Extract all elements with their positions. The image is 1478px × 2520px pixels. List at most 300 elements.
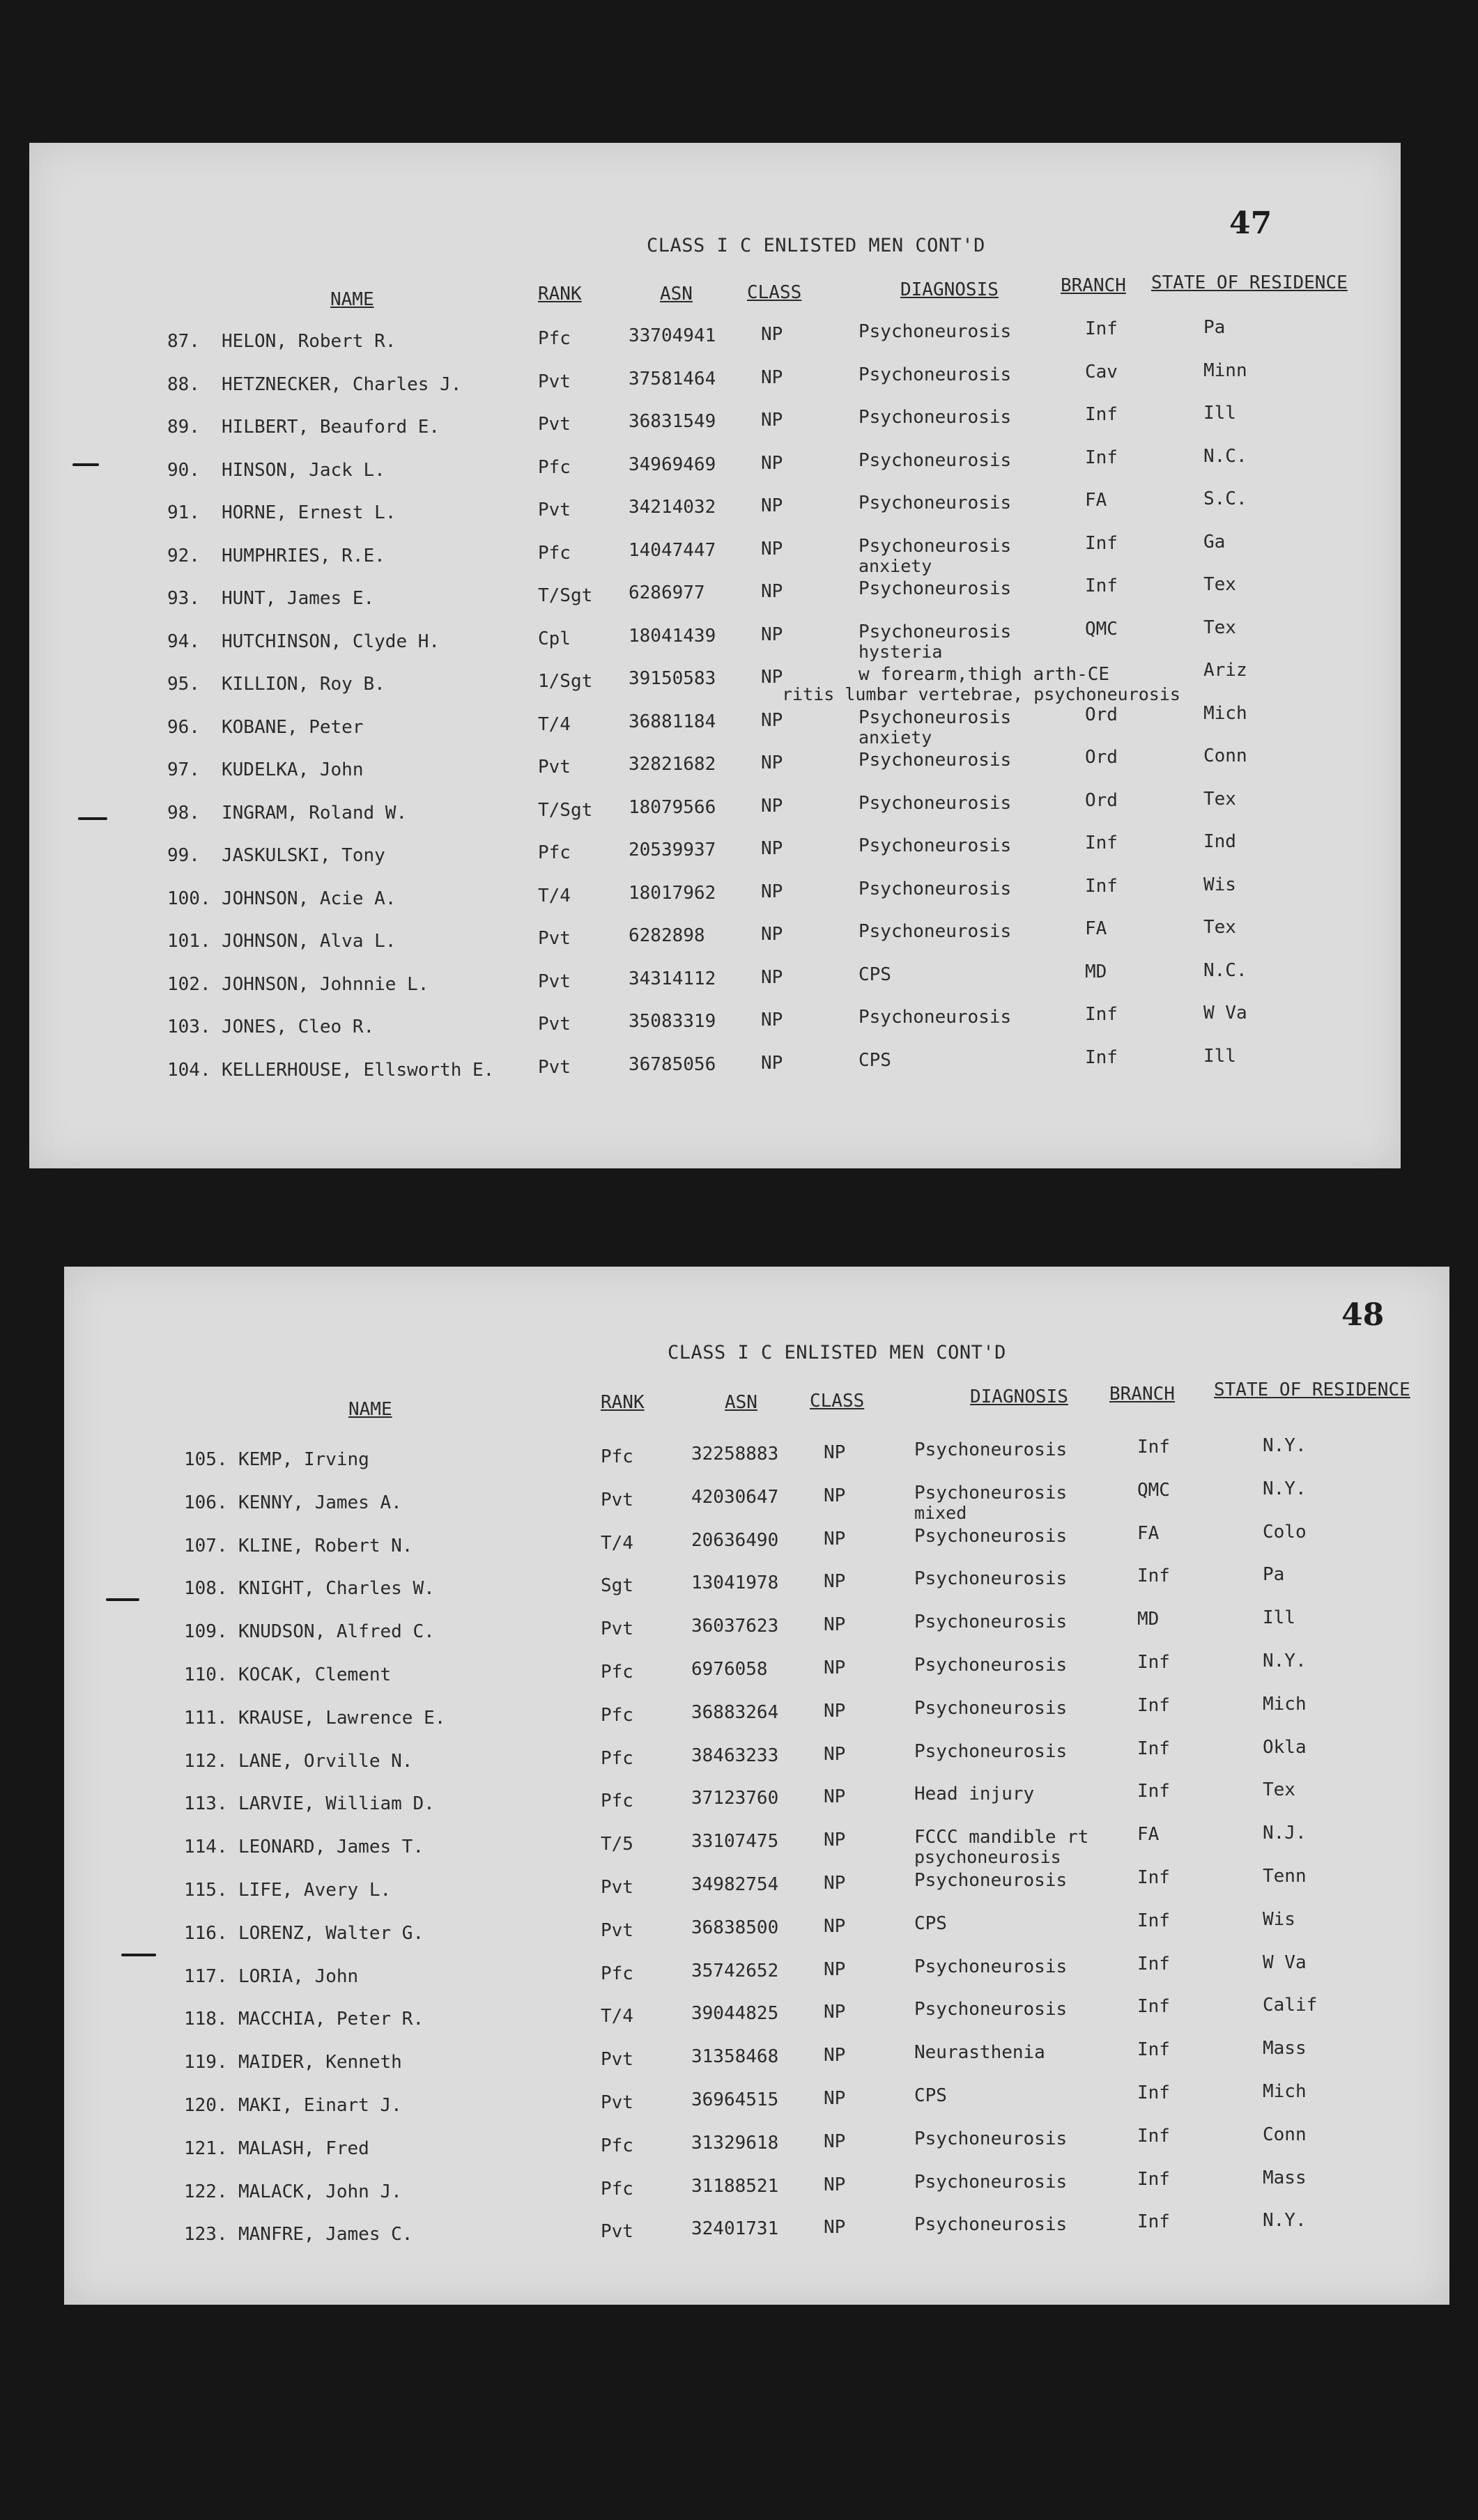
soldier-name: JONES, Cleo R. xyxy=(222,1016,375,1037)
rank-cell: Pvt xyxy=(538,414,571,435)
branch-cell: Inf xyxy=(1137,2125,1170,2147)
diagnosis-cell: Psychoneurosis xyxy=(914,1525,1068,1547)
state-cell: Mich xyxy=(1263,2081,1307,2102)
class-cell: NP xyxy=(824,1528,846,1549)
state-cell: Conn xyxy=(1203,745,1247,766)
row-number: 121. xyxy=(184,2138,228,2159)
row-number: 96. xyxy=(167,716,200,738)
soldier-name: KNIGHT, Charles W. xyxy=(238,1578,435,1600)
diagnosis-cell: Psychoneurosis xyxy=(914,1655,1068,1676)
asn-cell: 31329618 xyxy=(691,2132,779,2154)
branch-cell: Inf xyxy=(1137,1437,1170,1458)
asn-cell: 33107475 xyxy=(691,1831,779,1853)
diagnosis-cell: CPS xyxy=(859,964,891,985)
branch-cell: Inf xyxy=(1137,1694,1170,1716)
branch-cell: QMC xyxy=(1137,1479,1170,1501)
soldier-name: HILBERT, Beauford E. xyxy=(222,417,440,438)
sheet-title: CLASS I C ENLISTED MEN CONT'D xyxy=(668,1342,1006,1363)
class-cell: NP xyxy=(761,1052,783,1074)
soldier-name: KUDELKA, John xyxy=(222,759,364,780)
diagnosis-detail: anxiety xyxy=(859,555,932,576)
branch-cell: FA xyxy=(1137,1824,1160,1846)
class-cell: NP xyxy=(824,1786,846,1808)
row-number: 106. xyxy=(184,1492,228,1513)
asn-cell: 36881184 xyxy=(629,711,716,732)
row-number: 93. xyxy=(167,588,200,609)
branch-cell: MD xyxy=(1085,961,1107,982)
branch-cell: Ord xyxy=(1085,747,1118,768)
soldier-name: KNUDSON, Alfred C. xyxy=(238,1621,435,1643)
rank-cell: T/Sgt xyxy=(538,585,593,606)
class-cell: NP xyxy=(824,1873,846,1894)
branch-cell: FA xyxy=(1085,918,1107,939)
rank-cell: Pfc xyxy=(538,542,571,564)
rank-cell: Pfc xyxy=(601,1446,633,1467)
state-cell: Colo xyxy=(1263,1521,1307,1543)
class-cell: NP xyxy=(761,452,783,474)
margin-mark xyxy=(72,463,99,466)
rank-cell: Pvt xyxy=(538,1014,571,1035)
row-number: 92. xyxy=(167,545,200,566)
diagnosis-cell: Psychoneurosis xyxy=(914,2171,1068,2193)
state-cell: Conn xyxy=(1263,2124,1307,2145)
rank-cell: Pfc xyxy=(538,328,571,349)
rank-cell: 1/Sgt xyxy=(538,671,593,692)
state-cell: Ill xyxy=(1203,403,1236,424)
state-cell: Wis xyxy=(1263,1908,1295,1930)
rank-cell: Pvt xyxy=(601,2049,633,2071)
state-cell: Tenn xyxy=(1263,1866,1307,1887)
row-number: 120. xyxy=(184,2095,228,2116)
soldier-name: LANE, Orville N. xyxy=(238,1750,413,1772)
class-cell: NP xyxy=(824,2174,846,2195)
class-cell: NP xyxy=(761,538,783,559)
branch-cell: Inf xyxy=(1137,2211,1170,2233)
asn-cell: 33704941 xyxy=(629,325,716,346)
row-number: 103. xyxy=(167,1016,211,1037)
state-cell: Tex xyxy=(1203,617,1236,638)
diagnosis-cell: Psychoneurosis xyxy=(859,1007,1012,1028)
header-rank: RANK xyxy=(601,1392,645,1413)
state-cell: Tex xyxy=(1263,1779,1295,1801)
diagnosis-cell: Psychoneurosis xyxy=(914,1611,1068,1633)
asn-cell: 14047447 xyxy=(629,539,716,561)
asn-cell: 6976058 xyxy=(691,1659,768,1680)
margin-mark xyxy=(78,817,107,820)
header-diagnosis: DIAGNOSIS xyxy=(970,1386,1068,1407)
asn-cell: 36838500 xyxy=(691,1917,779,1938)
asn-cell: 37581464 xyxy=(629,368,716,389)
state-cell: Mich xyxy=(1203,702,1247,724)
header-name: NAME xyxy=(348,1399,392,1420)
diagnosis-cell: Psychoneurosis xyxy=(914,1956,1068,1977)
rank-cell: Pfc xyxy=(601,1791,633,1812)
soldier-name: INGRAM, Roland W. xyxy=(222,802,408,824)
class-cell: NP xyxy=(824,1614,846,1636)
rank-cell: Sgt xyxy=(601,1575,633,1597)
row-number: 116. xyxy=(184,1922,228,1944)
rank-cell: T/4 xyxy=(538,885,571,906)
diagnosis-cell: w forearm,thigh arth-CE xyxy=(859,664,1110,685)
state-cell: N.C. xyxy=(1203,445,1247,467)
asn-cell: 13041978 xyxy=(691,1572,779,1594)
class-cell: NP xyxy=(761,966,783,988)
asn-cell: 31358468 xyxy=(691,2046,779,2068)
row-number: 95. xyxy=(167,674,200,695)
soldier-name: MALASH, Fred xyxy=(238,2138,369,2159)
state-cell: Minn xyxy=(1203,360,1247,381)
state-cell: Mich xyxy=(1263,1693,1307,1715)
state-cell: S.C. xyxy=(1203,488,1247,509)
branch-cell: Inf xyxy=(1137,1910,1170,1931)
row-number: 99. xyxy=(167,845,200,866)
branch-cell: Inf xyxy=(1085,404,1118,425)
branch-cell: Inf xyxy=(1085,447,1118,468)
row-number: 107. xyxy=(184,1535,228,1556)
row-number: 115. xyxy=(184,1880,228,1901)
state-cell: Tex xyxy=(1203,574,1236,595)
soldier-name: KILLION, Roy B. xyxy=(222,674,385,695)
asn-cell: 35083319 xyxy=(629,1011,716,1032)
row-number: 109. xyxy=(184,1621,228,1643)
header-branch: BRANCH xyxy=(1109,1384,1175,1405)
class-cell: NP xyxy=(824,1915,846,1937)
branch-cell: FA xyxy=(1137,1522,1160,1544)
asn-cell: 36785056 xyxy=(629,1053,716,1075)
row-number: 102. xyxy=(167,973,211,995)
class-cell: NP xyxy=(824,1958,846,1980)
diagnosis-cell: Psychoneurosis xyxy=(914,2214,1068,2236)
rank-cell: Pvt xyxy=(601,1919,633,1941)
page-number: 47 xyxy=(1229,206,1272,241)
diagnosis-cell: FCCC mandible rt xyxy=(914,1827,1089,1848)
row-number: 112. xyxy=(184,1750,228,1772)
class-cell: NP xyxy=(824,2002,846,2023)
rank-cell: Pvt xyxy=(538,1056,571,1078)
soldier-name: JASKULSKI, Tony xyxy=(222,845,385,866)
branch-cell: Inf xyxy=(1137,1781,1170,1802)
branch-cell: Inf xyxy=(1085,1004,1118,1025)
diagnosis-cell: Head injury xyxy=(914,1784,1035,1805)
header-name: NAME xyxy=(330,289,374,310)
soldier-name: MAKI, Einart J. xyxy=(238,2095,402,2116)
diagnosis-cell: Psychoneurosis xyxy=(859,878,1012,899)
asn-cell: 36883264 xyxy=(691,1701,779,1723)
asn-cell: 6286977 xyxy=(629,582,705,603)
asn-cell: 34969469 xyxy=(629,454,716,475)
header-diagnosis: DIAGNOSIS xyxy=(900,279,999,300)
rank-cell: Pfc xyxy=(538,456,571,478)
rank-cell: Pvt xyxy=(601,2092,633,2113)
diagnosis-cell: Psychoneurosis xyxy=(914,1482,1068,1504)
class-cell: NP xyxy=(761,667,783,688)
diagnosis-detail: anxiety xyxy=(859,727,932,748)
class-cell: NP xyxy=(824,2217,846,2239)
branch-cell: Ord xyxy=(1085,704,1118,725)
soldier-name: MACCHIA, Peter R. xyxy=(238,2009,424,2030)
header-asn: ASN xyxy=(725,1392,757,1413)
state-cell: N.J. xyxy=(1263,1823,1307,1844)
row-number: 87. xyxy=(167,331,200,352)
rank-cell: Pfc xyxy=(601,1747,633,1769)
state-cell: Tex xyxy=(1203,917,1236,938)
asn-cell: 31188521 xyxy=(691,2175,779,2197)
class-cell: NP xyxy=(761,410,783,431)
class-cell: NP xyxy=(761,624,783,645)
branch-cell: Inf xyxy=(1085,575,1118,596)
class-cell: NP xyxy=(761,838,783,859)
branch-cell: FA xyxy=(1085,490,1107,511)
row-number: 91. xyxy=(167,502,200,523)
rank-cell: Pvt xyxy=(601,1618,633,1640)
class-cell: NP xyxy=(824,1743,846,1765)
soldier-name: HORNE, Ernest L. xyxy=(222,502,397,523)
diagnosis-cell: Psychoneurosis xyxy=(859,621,1012,642)
asn-cell: 39150583 xyxy=(629,668,716,689)
row-number: 98. xyxy=(167,802,200,824)
branch-cell: Inf xyxy=(1137,1566,1170,1587)
state-cell: Calif xyxy=(1263,1995,1318,2016)
diagnosis-cell: Psychoneurosis xyxy=(914,2128,1068,2149)
diagnosis-cell: CPS xyxy=(914,2085,947,2106)
asn-cell: 34214032 xyxy=(629,497,716,518)
class-cell: NP xyxy=(824,1485,846,1506)
branch-cell: Cav xyxy=(1085,361,1118,382)
state-cell: N.Y. xyxy=(1263,1435,1307,1456)
row-number: 114. xyxy=(184,1837,228,1858)
diagnosis-cell: Psychoneurosis xyxy=(914,1697,1068,1719)
soldier-name: HUTCHINSON, Clyde H. xyxy=(222,631,440,652)
state-cell: Ind xyxy=(1203,831,1236,852)
rank-cell: Pvt xyxy=(601,2221,633,2243)
class-cell: NP xyxy=(761,324,783,345)
row-number: 122. xyxy=(184,2181,228,2202)
soldier-name: HINSON, Jack L. xyxy=(222,459,385,481)
soldier-name: LEONARD, James T. xyxy=(238,1837,424,1858)
header-rank: RANK xyxy=(538,284,582,304)
asn-cell: 32258883 xyxy=(691,1444,779,1464)
branch-cell: Inf xyxy=(1085,1046,1118,1068)
class-cell: NP xyxy=(761,881,783,902)
branch-cell: Inf xyxy=(1137,2168,1170,2190)
class-cell: NP xyxy=(761,924,783,945)
branch-cell: Inf xyxy=(1137,1652,1170,1673)
asn-cell: 18041439 xyxy=(629,625,716,647)
soldier-name: JOHNSON, Acie A. xyxy=(222,888,397,909)
row-number: 123. xyxy=(184,2224,228,2245)
asn-cell: 36964515 xyxy=(691,2089,779,2110)
asn-cell: 18017962 xyxy=(629,882,716,904)
soldier-name: KOCAK, Clement xyxy=(238,1664,392,1685)
rank-cell: Pvt xyxy=(538,928,571,949)
diagnosis-cell: Psychoneurosis xyxy=(859,706,1012,728)
rank-cell: Pfc xyxy=(601,1704,633,1726)
diagnosis-detail: ritis lumbar vertebrae, psychoneurosis xyxy=(782,684,1180,704)
branch-cell: Inf xyxy=(1137,1996,1170,2018)
asn-cell: 39044825 xyxy=(691,2003,779,2025)
diagnosis-cell: Psychoneurosis xyxy=(914,1568,1068,1590)
rank-cell: T/4 xyxy=(601,2006,633,2027)
state-cell: Okla xyxy=(1263,1736,1307,1758)
state-cell: Pa xyxy=(1263,1564,1285,1586)
soldier-name: KEMP, Irving xyxy=(238,1449,369,1470)
soldier-name: KOBANE, Peter xyxy=(222,716,364,738)
asn-cell: 42030647 xyxy=(691,1486,779,1508)
margin-mark xyxy=(121,1954,156,1956)
state-cell: W Va xyxy=(1263,1951,1307,1973)
soldier-name: LORIA, John xyxy=(238,1965,359,1987)
roster-sheet-48 xyxy=(64,1267,1449,2305)
diagnosis-cell: Psychoneurosis xyxy=(914,1870,1068,1891)
class-cell: NP xyxy=(761,1010,783,1030)
diagnosis-cell: Psychoneurosis xyxy=(859,321,1012,342)
row-number: 88. xyxy=(167,373,200,395)
state-cell: Pa xyxy=(1203,317,1226,338)
branch-cell: Inf xyxy=(1137,1953,1170,1974)
soldier-name: KRAUSE, Lawrence E. xyxy=(238,1707,446,1729)
header-branch: BRANCH xyxy=(1061,275,1126,296)
state-cell: Ga xyxy=(1203,531,1226,552)
asn-cell: 20636490 xyxy=(691,1529,779,1551)
rank-cell: T/4 xyxy=(601,1532,633,1554)
soldier-name: LIFE, Avery L. xyxy=(238,1880,392,1901)
asn-cell: 32401731 xyxy=(691,2218,779,2240)
asn-cell: 36831549 xyxy=(629,411,716,432)
state-cell: Ill xyxy=(1203,1045,1236,1067)
row-number: 108. xyxy=(184,1578,228,1600)
rank-cell: Cpl xyxy=(538,628,571,649)
diagnosis-cell: Psychoneurosis xyxy=(859,792,1012,814)
soldier-name: HELON, Robert R. xyxy=(222,331,397,352)
header-asn: ASN xyxy=(660,284,693,304)
soldier-name: HUMPHRIES, R.E. xyxy=(222,545,385,566)
rank-cell: Pvt xyxy=(601,1877,633,1898)
diagnosis-cell: Psychoneurosis xyxy=(859,535,1012,557)
diagnosis-cell: Neurasthenia xyxy=(914,2042,1045,2064)
state-cell: Ill xyxy=(1263,1607,1295,1629)
diagnosis-cell: Psychoneurosis xyxy=(859,493,1012,513)
row-number: 113. xyxy=(184,1793,228,1815)
row-number: 100. xyxy=(167,888,211,909)
diagnosis-cell: CPS xyxy=(859,1049,891,1071)
asn-cell: 20539937 xyxy=(629,840,716,860)
state-cell: Ariz xyxy=(1203,660,1247,681)
rank-cell: Pvt xyxy=(538,971,571,992)
diagnosis-cell: CPS xyxy=(914,1912,947,1934)
row-number: 101. xyxy=(167,931,211,952)
row-number: 110. xyxy=(184,1664,228,1685)
sheet-title: CLASS I C ENLISTED MEN CONT'D xyxy=(647,235,985,256)
state-cell: Wis xyxy=(1203,874,1236,895)
state-cell: N.C. xyxy=(1203,959,1247,981)
row-number: 94. xyxy=(167,631,200,652)
diagnosis-cell: Psychoneurosis xyxy=(914,1439,1068,1460)
soldier-name: KELLERHOUSE, Ellsworth E. xyxy=(222,1059,495,1081)
row-number: 105. xyxy=(184,1449,228,1470)
state-cell: W Va xyxy=(1203,1003,1247,1023)
row-number: 89. xyxy=(167,417,200,438)
row-number: 118. xyxy=(184,2009,228,2030)
state-cell: Mass xyxy=(1263,2038,1307,2059)
row-number: 97. xyxy=(167,759,200,780)
state-cell: Mass xyxy=(1263,2167,1307,2188)
state-cell: Tex xyxy=(1203,788,1236,810)
class-cell: NP xyxy=(824,2131,846,2152)
asn-cell: 32821682 xyxy=(629,754,716,775)
state-cell: N.Y. xyxy=(1263,2210,1307,2232)
header-class: CLASS xyxy=(810,1391,865,1412)
asn-cell: 6282898 xyxy=(629,925,705,946)
diagnosis-detail: psychoneurosis xyxy=(914,1847,1061,1868)
class-cell: NP xyxy=(761,495,783,516)
diagnosis-cell: Psychoneurosis xyxy=(859,407,1012,428)
rank-cell: Pfc xyxy=(601,1963,633,1984)
branch-cell: MD xyxy=(1137,1609,1160,1630)
rank-cell: T/4 xyxy=(538,713,571,735)
row-number: 119. xyxy=(184,2052,228,2073)
rank-cell: Pvt xyxy=(538,371,571,392)
class-cell: NP xyxy=(824,1657,846,1678)
branch-cell: Inf xyxy=(1085,318,1118,339)
soldier-name: JOHNSON, Johnnie L. xyxy=(222,973,429,995)
rank-cell: Pvt xyxy=(601,1489,633,1510)
asn-cell: 36037623 xyxy=(691,1616,779,1637)
class-cell: NP xyxy=(761,752,783,773)
diagnosis-cell: Psychoneurosis xyxy=(859,578,1012,599)
branch-cell: Inf xyxy=(1137,1738,1170,1759)
row-number: 90. xyxy=(167,459,200,481)
asn-cell: 34982754 xyxy=(691,1874,779,1895)
branch-cell: QMC xyxy=(1085,618,1118,640)
asn-cell: 34314112 xyxy=(629,968,716,989)
soldier-name: MALACK, John J. xyxy=(238,2181,402,2202)
row-number: 117. xyxy=(184,1965,228,1987)
diagnosis-cell: Psychoneurosis xyxy=(914,1999,1068,2020)
rank-cell: Pvt xyxy=(538,500,571,520)
state-cell: N.Y. xyxy=(1263,1651,1307,1671)
header-state-of-residence: STATE OF RESIDENCE xyxy=(1151,272,1348,293)
asn-cell: 18079566 xyxy=(629,796,716,818)
class-cell: NP xyxy=(761,709,783,731)
class-cell: NP xyxy=(824,1442,846,1463)
asn-cell: 35742652 xyxy=(691,1960,779,1981)
class-cell: NP xyxy=(824,1571,846,1593)
rank-cell: T/5 xyxy=(601,1834,633,1855)
soldier-name: HUNT, James E. xyxy=(222,588,375,609)
rank-cell: Pvt xyxy=(538,757,571,778)
row-number: 111. xyxy=(184,1707,228,1729)
page-number: 48 xyxy=(1341,1297,1385,1333)
branch-cell: Inf xyxy=(1085,532,1118,554)
soldier-name: MANFRE, James C. xyxy=(238,2224,413,2245)
class-cell: NP xyxy=(761,795,783,817)
diagnosis-cell: Psychoneurosis xyxy=(859,449,1012,471)
class-cell: NP xyxy=(824,2088,846,2109)
branch-cell: Ord xyxy=(1085,789,1118,811)
soldier-name: KLINE, Robert N. xyxy=(238,1535,413,1556)
diagnosis-cell: Psychoneurosis xyxy=(859,750,1012,771)
diagnosis-cell: Psychoneurosis xyxy=(859,835,1012,856)
roster-sheet-47 xyxy=(29,143,1401,1168)
soldier-name: HETZNECKER, Charles J. xyxy=(222,373,462,395)
rank-cell: Pfc xyxy=(601,2135,633,2156)
branch-cell: Inf xyxy=(1085,875,1118,897)
class-cell: NP xyxy=(824,1830,846,1851)
header-state-of-residence: STATE OF RESIDENCE xyxy=(1214,1379,1410,1400)
state-cell: N.Y. xyxy=(1263,1478,1307,1499)
branch-cell: Inf xyxy=(1137,2039,1170,2061)
soldier-name: KENNY, James A. xyxy=(238,1492,402,1513)
